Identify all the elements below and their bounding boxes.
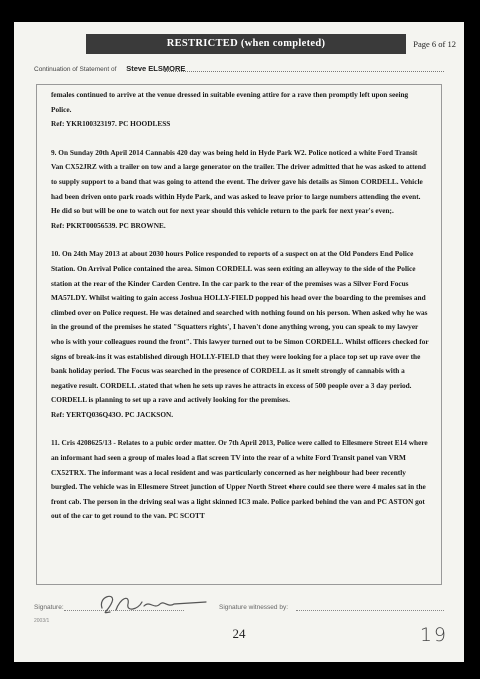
entry-text: 10. On 24th May 2013 at about 2030 hours Police responded to reports of a suspect on at the Old Ponders End Police Station. On Arrival Police contained the area. Simon CORDELL was seen exiting an alleyway to the side of the Police station at the rear of the Kinder Carden Centre. In the car park to the rear of the premises was a Silver Ford Focus MA57LDY. Whilst waiting to gain access Joshua HOLLY-FIELD popped his head over the boarding to the premises and climbed over on Police request. He was detained and searched with nothing found on his person. When asked why he was in the ground of the premises he stated "Squatters rights', I haven't done anything wrong, you can speak to my lawyer who is with your colleagues round the front". This lawyer turned out to be Simon CORDELL. Whilst officers checked for signs of break-ins it was established dirough HOLLY-FIELD that they were looking for a place top set up rave over the bank holiday period. The Focus was searched in the presence of CORDELL as it smelt strongly of cannabis with a negative result. CORDELL .stated that when he sets up raves he attracts in excess of 500 people over a 3 day period. CORDELL is planning to set up a rave and actively looking for the premises. — [51, 249, 429, 405]
statement-owner: Steve ELSMORE — [126, 64, 186, 73]
continuation-line — [34, 64, 185, 73]
witness-dotted-line — [296, 610, 444, 611]
signature-row — [34, 592, 444, 614]
statement-page — [14, 22, 464, 662]
body-bottom-rule — [36, 584, 442, 585]
handwritten-signature — [94, 588, 214, 618]
entry-ref: Ref: YERTQ036Q43O. PC JACKSON. — [51, 409, 174, 419]
signature-label: Signature: — [34, 604, 64, 611]
entry-text: females continued to arrive at the venue dressed in suitable evening attire for a rave then promptly left upon seeing Police. — [51, 90, 409, 114]
entry-ref: Ref: PKRT00056539. PC BROWNE. — [51, 220, 166, 230]
entry-text: 9. On Sunday 20th April 2014 Cannabis 420 day was being held in Hyde Park W2. Police noticed a white Ford Transit Van CX52JRZ with a trailer on tow and a large generator on the trailer. The driver admitted that he was asked to attend to supply support to a band that was going to attend the event. The driver gave his details as Simon CORDELL. Vehicle had been driven onto park roads within Hyde Park, and was asked to leave prior to large numbers attending the event. He did so but will be one to watch out for next year should this vehicle return to the park for next year's even;. — [51, 147, 426, 216]
entry-text: 11. Cris 4208625/13 - Relates to a pubic order matter. Or 7th April 2013, Police were called to Ellesmere Street E14 where an informant had seen a group of males load a flat screen TV into the rear of a white Ford Transit panel van VRM CX52TRX. The informant was a local resident and was particularly concerned as her neighbour had beer recently burgled. The vehicle was in Ellesmere Street junction of Upper North Street ♦here could see there were 4 males sat in the front cab. The person in the driving seal was a light skinned IC3 male. Police parked behind the van and PC ASTON got out of the car to get round to the van. PC SCOTT — [51, 438, 428, 521]
restricted-banner: RESTRICTED (when completed) — [86, 34, 406, 54]
page-number: 24 — [232, 626, 246, 641]
form-code: 2003/1 — [34, 618, 50, 624]
page-indicator: Page 6 of 12 — [413, 39, 456, 49]
continuation-dotted-rule — [164, 71, 444, 72]
entry-ref: Ref: YKR100323197. PC HOODLESS — [51, 119, 171, 129]
witness-label: Signature witnessed by: — [219, 604, 289, 611]
handwritten-page-number: 19 — [419, 624, 448, 646]
continuation-label: Continuation of Statement of — [34, 66, 117, 73]
statement-body — [36, 84, 442, 584]
